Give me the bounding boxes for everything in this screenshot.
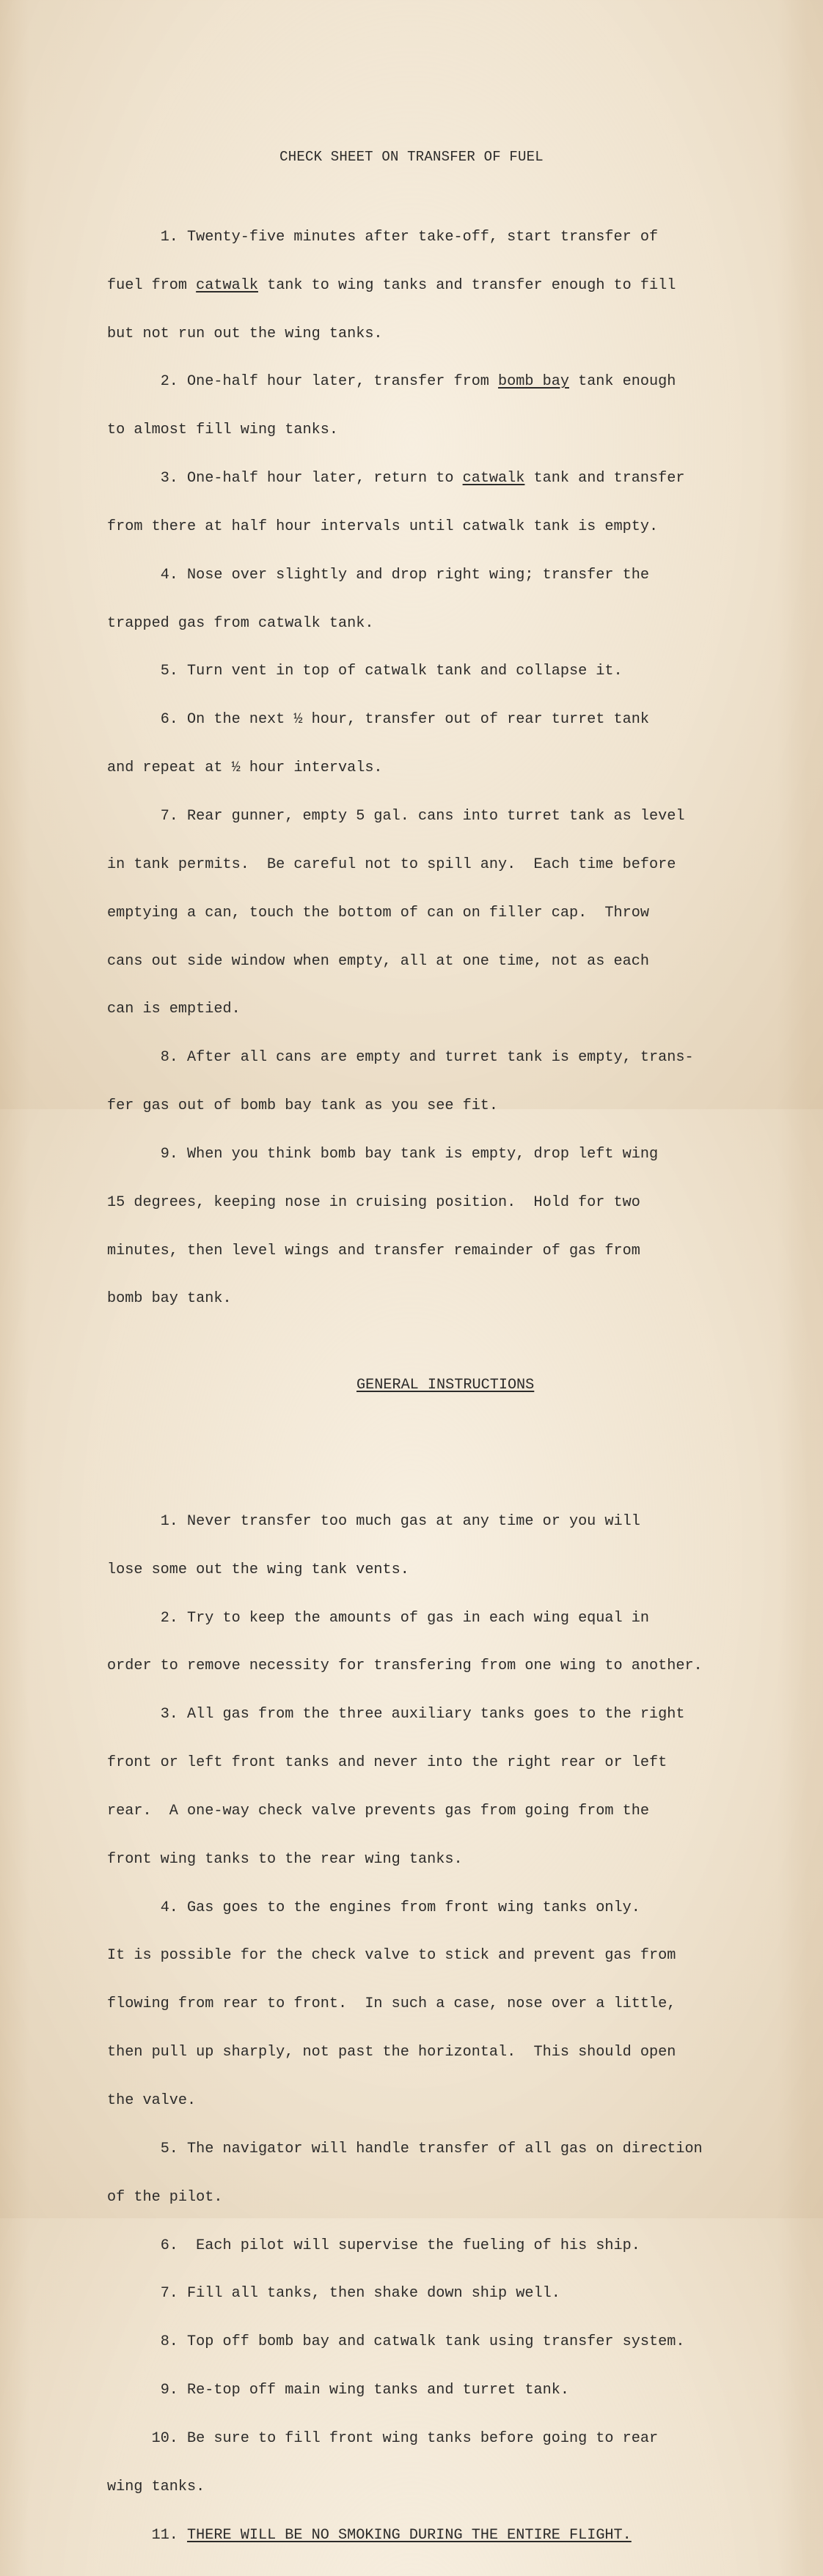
text-line [107,1243,767,1259]
line-text: front wing tanks to the rear wing tanks. [107,1850,463,1868]
line-text: 7. Fill all tanks, then shake down ship well. [160,2285,560,2303]
line-text: minutes, then level wings and transfer remainder of gas from [107,1242,640,1259]
text-line [107,278,767,294]
text-line [107,2141,767,2157]
line-text: 1. Never transfer too much gas at any time or you will [160,1512,640,1530]
line-text: trapped gas from catwalk tank. [107,614,374,632]
section-heading-text: GENERAL INSTRUCTIONS [356,1377,535,1394]
text-line [107,2528,767,2544]
text-line [107,2479,767,2495]
underlined-word: bomb bay [498,373,569,391]
underlined-word: catwalk [462,470,525,487]
line-text: wing tanks. [107,2478,205,2495]
line-text: cans out side window when empty, all at one time, not as each [107,952,649,970]
text-line [107,954,767,970]
text-line [107,1291,767,1307]
line-text: 7. Rear gunner, empty 5 gal. cans into turret tank as level [160,807,685,825]
section-heading [107,1373,767,1398]
line-text: tank enough [568,373,676,391]
text-line [107,2382,767,2399]
spacer [107,1430,767,1449]
text-line [107,905,767,921]
text-line [107,229,767,246]
text-line [107,1707,767,1723]
underlined-word: catwalk [196,276,258,294]
text-line [107,616,767,632]
document-body [107,181,767,2575]
line-text: 8. After all cans are empty and turret tank is empty, trans- [160,1049,694,1067]
line-text: tank and transfer [524,470,685,487]
text-line [107,2190,767,2206]
line-text: 1. Twenty-five minutes after take-off, start transfer of [160,228,659,246]
line-text: of the pilot. [107,2188,223,2206]
line-text: It is possible for the check valve to stick and prevent gas from [107,1947,676,1965]
line-text: 15 degrees, keeping nose in cruising position. Hold for two [107,1193,640,1211]
text-line [107,1562,767,1578]
text-line [107,471,767,487]
text-line [107,2286,767,2302]
line-text: from there at half hour intervals until catwalk tank is empty. [107,518,659,535]
line-text: 3. All gas from the three auxiliary tanks goes to the right [160,1706,685,1723]
no-smoking-warning: THERE WILL BE NO SMOKING DURING THE ENTIRE FLIGHT. [187,2526,632,2544]
line-text: can is emptied. [107,1001,241,1018]
line-text: 9. When you think bomb bay tank is empty, drop left wing [160,1145,659,1163]
line-text: 5. The navigator will handle transfer of all gas on direction [160,2140,703,2157]
line-text: front or left front tanks and never into the right rear or left [107,1754,667,1772]
line-text: tank to wing tanks and transfer enough to fill [257,276,676,294]
text-line [107,519,767,535]
text-line [107,567,767,584]
text-line [107,857,767,873]
text-line [107,2045,767,2061]
text-line [107,809,767,825]
line-text: 6. On the next ½ hour, transfer out of rear turret tank [160,711,649,729]
line-text: bomb bay tank. [107,1290,232,1308]
line-text: 2. Try to keep the amounts of gas in each wing equal in [160,1609,649,1627]
text-line [107,1852,767,1868]
line-text: but not run out the wing tanks. [107,325,383,342]
line-text: 2. One-half hour later, transfer from [160,373,499,391]
line-text: 11. [151,2526,188,2544]
line-text: fer gas out of bomb bay tank as you see fit. [107,1097,499,1115]
text-line [107,422,767,438]
text-line [107,1514,767,1530]
text-line [107,1611,767,1627]
text-line [107,1755,767,1771]
line-text: 6. Each pilot will supervise the fueling of his ship. [160,2237,640,2254]
line-text: fuel from [107,276,197,294]
line-text: 8. Top off bomb bay and catwalk tank using transfer system. [160,2333,685,2351]
line-text: 9. Re-top off main wing tanks and turret tank. [160,2382,569,2399]
text-line [107,374,767,390]
text-line [107,1098,767,1114]
line-text: then pull up sharply, not past the horizontal. This should open [107,2044,676,2061]
text-line [107,1147,767,1163]
text-line [107,1658,767,1674]
line-text: 10. Be sure to fill front wing tanks before going to rear [151,2429,659,2447]
line-text: flowing from rear to front. In such a case, nose over a little, [107,1995,676,2013]
line-text: 5. Turn vent in top of catwalk tank and collapse it. [160,663,623,680]
line-text: in tank permits. Be careful not to spill any. Each time before [107,855,676,873]
text-line [107,1996,767,2012]
line-text: the valve. [107,2092,197,2110]
line-text: rear. A one-way check valve prevents gas from going from the [107,1802,649,1819]
text-line [107,1001,767,1017]
text-line [107,2238,767,2254]
text-line [107,1948,767,1964]
text-line [107,1050,767,1066]
line-text: 4. Nose over slightly and drop right wing; transfer the [160,566,649,584]
text-line [107,2431,767,2447]
text-line [107,1195,767,1211]
line-text: and repeat at ½ hour intervals. [107,759,383,777]
text-line [107,712,767,728]
line-text: emptying a can, touch the bottom of can on filler cap. Throw [107,904,649,921]
text-line [107,326,767,342]
text-line [107,663,767,680]
line-text: to almost fill wing tanks. [107,422,338,439]
text-line [107,2093,767,2109]
text-line [107,2334,767,2350]
line-text: 4. Gas goes to the engines from front wing tanks only. [160,1899,640,1916]
document-title: CHECK SHEET ON TRANSFER OF FUEL [279,149,544,165]
line-text: 3. One-half hour later, return to [160,470,463,487]
text-line [107,1900,767,1916]
line-text: lose some out the wing tank vents. [107,1561,409,1578]
text-line [107,760,767,776]
line-text: order to remove necessity for transfering from one wing to another. [107,1657,703,1675]
text-line [107,1803,767,1819]
